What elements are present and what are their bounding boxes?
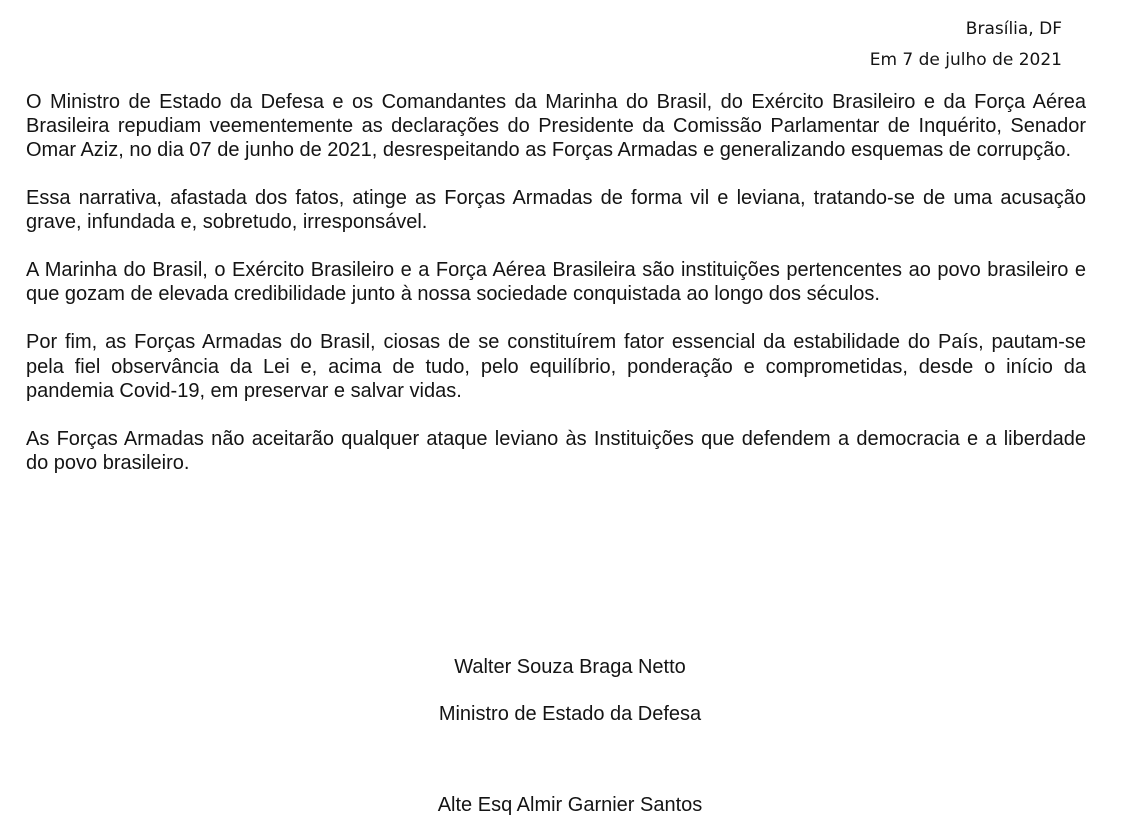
signatory-name-1: Walter Souza Braga Netto bbox=[454, 656, 686, 678]
paragraph-4: Por fim, as Forças Armadas do Brasil, ciosas de se constituírem fator essencial da estabilidade do País, pautam-se pela fiel observância da Lei e, acima de tudo, pelo equilíbrio, ponderação e comprometidas, desde o início da pandemia Covid-19, em preservar e salvar vidas. bbox=[26, 331, 1086, 402]
paragraph-5: As Forças Armadas não aceitarão qualquer ataque leviano às Instituições que defendem a democracia e a liberdade do povo brasileiro. bbox=[26, 428, 1086, 475]
paragraph-2: Essa narrativa, afastada dos fatos, atinge as Forças Armadas de forma vil e leviana, tratando-se de uma acusação grave, infundada e, sobretudo, irresponsável. bbox=[26, 186, 1086, 233]
signatory-title-1: Ministro de Estado da Defesa bbox=[438, 703, 702, 725]
paragraph-3: A Marinha do Brasil, o Exército Brasileiro e a Força Aérea Brasileira são instituições pertencentes ao povo brasileiro e que gozam de elevada credibilidade junto à nossa sociedade conquistada ao longo dos séculos. bbox=[26, 259, 1086, 306]
paragraph-1: O Ministro de Estado da Defesa e os Comandantes da Marinha do Brasil, do Exército Brasileiro e da Força Aérea Brasileira repudiam veementemente as declarações do Presidente da Comissão Parlamentar de Inquérito, Senador Omar Aziz, no dia 07 de junho de 2021, desrespeitando as Forças Armadas e generalizando esquemas de corrupção. bbox=[26, 91, 1086, 162]
dateline-place: Brasília, DF bbox=[965, 19, 1062, 39]
statement-body bbox=[26, 90, 1086, 499]
signatory-name-2: Alte Esq Almir Garnier Santos bbox=[437, 794, 703, 816]
dateline-date: Em 7 de julho de 2021 bbox=[869, 50, 1062, 70]
